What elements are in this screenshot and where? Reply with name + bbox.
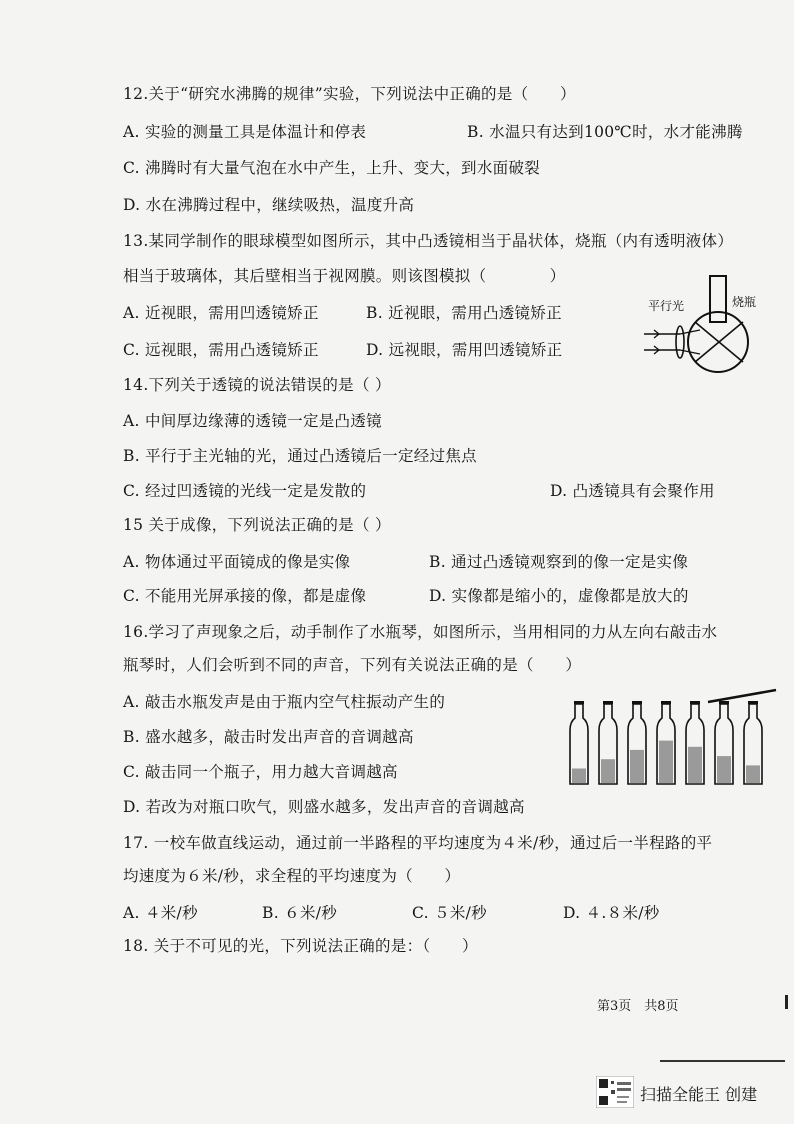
water-bottle xyxy=(686,701,704,784)
q14-option-b: B. 平行于主光轴的光，通过凸透镜后一定经过焦点 xyxy=(123,447,477,465)
q18-stem: 18. 关于不可见的光，下列说法正确的是：（ ） xyxy=(123,937,478,955)
q17-stem-line2: 均速度为６米/秒，求全程的平均速度为（ ） xyxy=(123,867,461,885)
water-bottle xyxy=(628,701,646,784)
q15-option-c: C. 不能用光屏承接的像，都是虚像 xyxy=(123,587,367,605)
q17-option-c: C. ５米/秒 xyxy=(412,904,487,922)
q16-option-d: D. 若改为对瓶口吹气，则盛水越多，发出声音的音调越高 xyxy=(123,798,525,816)
q12-stem: 12.关于“研究水沸腾的规律”实验，下列说法中正确的是（ ） xyxy=(123,85,576,103)
scan-edge-line xyxy=(660,1060,785,1062)
qr-logo-icon xyxy=(596,1076,634,1108)
water-bottle xyxy=(715,701,733,784)
bottle-water xyxy=(746,765,760,783)
bottle-water xyxy=(630,750,644,783)
bottle-water xyxy=(572,769,586,784)
scanner-watermark-text: 扫描全能王 创建 xyxy=(640,1085,758,1104)
q12-option-d: D. 水在沸腾过程中，继续吸热，温度升高 xyxy=(123,196,415,214)
q15-option-b: B. 通过凸透镜观察到的像一定是实像 xyxy=(429,553,689,571)
q14-option-a: A. 中间厚边缘薄的透镜一定是凸透镜 xyxy=(123,412,382,430)
water-bottle-xylophone-figure xyxy=(560,688,780,788)
q17-stem-line1: 17. 一校车做直线运动，通过前一半路程的平均速度为４米/秒，通过后一半程路的平 xyxy=(123,834,713,852)
figure-label-parallel-light: 平行光 xyxy=(648,299,685,313)
water-bottle xyxy=(744,701,762,784)
water-bottle xyxy=(657,701,675,784)
q13-option-d: D. 远视眼，需用凹透镜矫正 xyxy=(366,341,563,359)
q13-stem-line2: 相当于玻璃体，其后壁相当于视网膜。则该图模拟（ ） xyxy=(123,267,566,285)
bottle-water xyxy=(688,747,702,783)
striking-stick xyxy=(708,690,776,702)
q16-option-c: C. 敲击同一个瓶子，用力越大音调越高 xyxy=(123,763,398,781)
q15-stem: 15 关于成像，下列说法正确的是（ ） xyxy=(123,516,391,534)
q17-option-a: A. ４米/秒 xyxy=(123,904,198,922)
q15-option-d: D. 实像都是缩小的，虚像都是放大的 xyxy=(429,587,689,605)
q14-option-d: D. 凸透镜具有会聚作用 xyxy=(550,482,715,500)
bottle-water xyxy=(601,759,615,783)
q17-option-d: D. ４.８米/秒 xyxy=(563,904,660,922)
q12-option-b: B. 水温只有达到100℃时，水才能沸腾 xyxy=(467,123,743,141)
q12-option-c: C. 沸腾时有大量气泡在水中产生，上升、变大，到水面破裂 xyxy=(123,159,541,177)
q15-option-a: A. 物体通过平面镜成的像是实像 xyxy=(123,553,351,571)
water-bottle xyxy=(570,701,588,784)
q14-stem: 14.下列关于透镜的说法错误的是（ ） xyxy=(123,376,391,394)
bottle-water xyxy=(717,756,731,783)
q14-option-c: C. 经过凹透镜的光线一定是发散的 xyxy=(123,482,367,500)
q16-stem-line1: 16.学习了声现象之后，动手制作了水瓶琴，如图所示，当用相同的力从左向右敲击水 xyxy=(123,623,718,641)
q13-stem-line1: 13.某同学制作的眼球模型如图所示，其中凸透镜相当于晶状体，烧瓶（内有透明液体） xyxy=(123,232,734,250)
water-bottle xyxy=(599,701,617,784)
q13-option-b: B. 近视眼，需用凸透镜矫正 xyxy=(366,304,562,322)
bottle-water xyxy=(659,741,673,783)
edge-mark xyxy=(785,995,788,1009)
q16-stem-line2: 瓶琴时，人们会听到不同的声音，下列有关说法正确的是（ ） xyxy=(123,656,582,674)
q17-option-b: B. ６米/秒 xyxy=(262,904,338,922)
q16-option-a: A. 敲击水瓶发声是由于瓶内空气柱振动产生的 xyxy=(123,693,446,711)
q12-option-a: A. 实验的测量工具是体温计和停表 xyxy=(123,123,367,141)
page-number: 第3页 共8页 xyxy=(597,999,679,1014)
q13-option-c: C. 远视眼，需用凸透镜矫正 xyxy=(123,341,319,359)
q16-option-b: B. 盛水越多，敲击时发出声音的音调越高 xyxy=(123,728,414,746)
figure-label-flask: 烧瓶 xyxy=(732,295,757,309)
q13-option-a: A. 近视眼，需用凹透镜矫正 xyxy=(123,304,319,322)
eye-model-figure xyxy=(640,272,780,382)
